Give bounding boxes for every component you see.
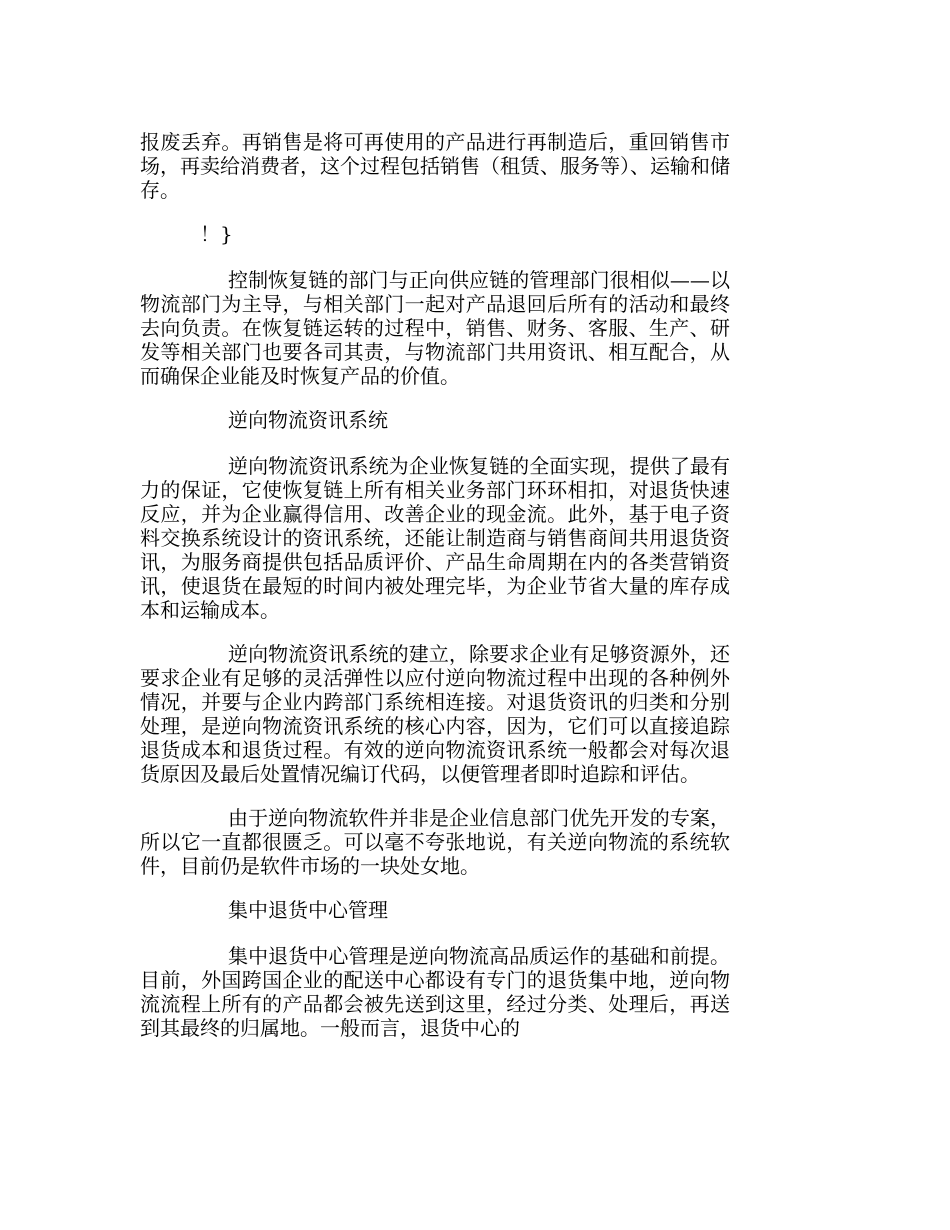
paragraph-recovery-chain: 控制恢复链的部门与正向供应链的管理部门很相似——以物流部门为主导，与相关部门一起对产品退回后所有的活动和最终去向负责。在恢复链运转的过程中，销售、财务、客服、生产、研发等相关部门也要各司其责，与物流部门共用资讯、相互配合，从而确保企业能及时恢复产品的价值。 <box>140 268 730 388</box>
paragraph-info-system-building: 逆向物流资讯系统的建立，除要求企业有足够资源外，还要求企业有足够的灵活弹性以应付逆向物流过程中出现的各种例外情况，并要与企业内跨部门系统相连接。对退货资讯的归类和分别处理，是逆向物流资讯系统的核心内容，因为，它们可以直接追踪退货成本和退货过程。有效的逆向物流资讯系统一般都会对每次退货原因及最后处置情况编订代码，以便管理者即时追踪和评估。 <box>140 642 730 786</box>
stray-fragment: ！} <box>200 222 233 246</box>
paragraph-return-center: 集中退货中心管理是逆向物流高品质运作的基础和前提。目前，外国跨国企业的配送中心都设有专门的退货集中地，逆向物流流程上所有的产品都会被先送到这里，经过分类、处理后，再送到其最终的归属地。一般而言，退货中心的 <box>140 944 730 1040</box>
paragraph-info-system-benefits: 逆向物流资讯系统为企业恢复链的全面实现，提供了最有力的保证，它使恢复链上所有相关业务部门环环相扣，对退货快速反应，并为企业赢得信用、改善企业的现金流。此外，基于电子资料交换系统设计的资讯系统，还能让制造商与销售商间共用退货资讯，为服务商提供包括品质评价、产品生命周期在内的各类营销资讯，使退货在最短的时间内被处理完毕，为企业节省大量的库存成本和运输成本。 <box>140 454 730 622</box>
section-heading-return-center: 集中退货中心管理 <box>228 898 388 922</box>
paragraph-continuation: 报废丢弃。再销售是将可再使用的产品进行再制造后，重回销售市场，再卖给消费者，这个过程包括销售（租赁、服务等）、运输和储存。 <box>140 130 730 202</box>
section-heading-info-system: 逆向物流资讯系统 <box>228 408 388 432</box>
paragraph-software-scarcity: 由于逆向物流软件并非是企业信息部门优先开发的专案，所以它一直都很匮乏。可以毫不夸张地说，有关逆向物流的系统软件，目前仍是软件市场的一块处女地。 <box>140 806 730 878</box>
document-page <box>140 130 730 1060</box>
